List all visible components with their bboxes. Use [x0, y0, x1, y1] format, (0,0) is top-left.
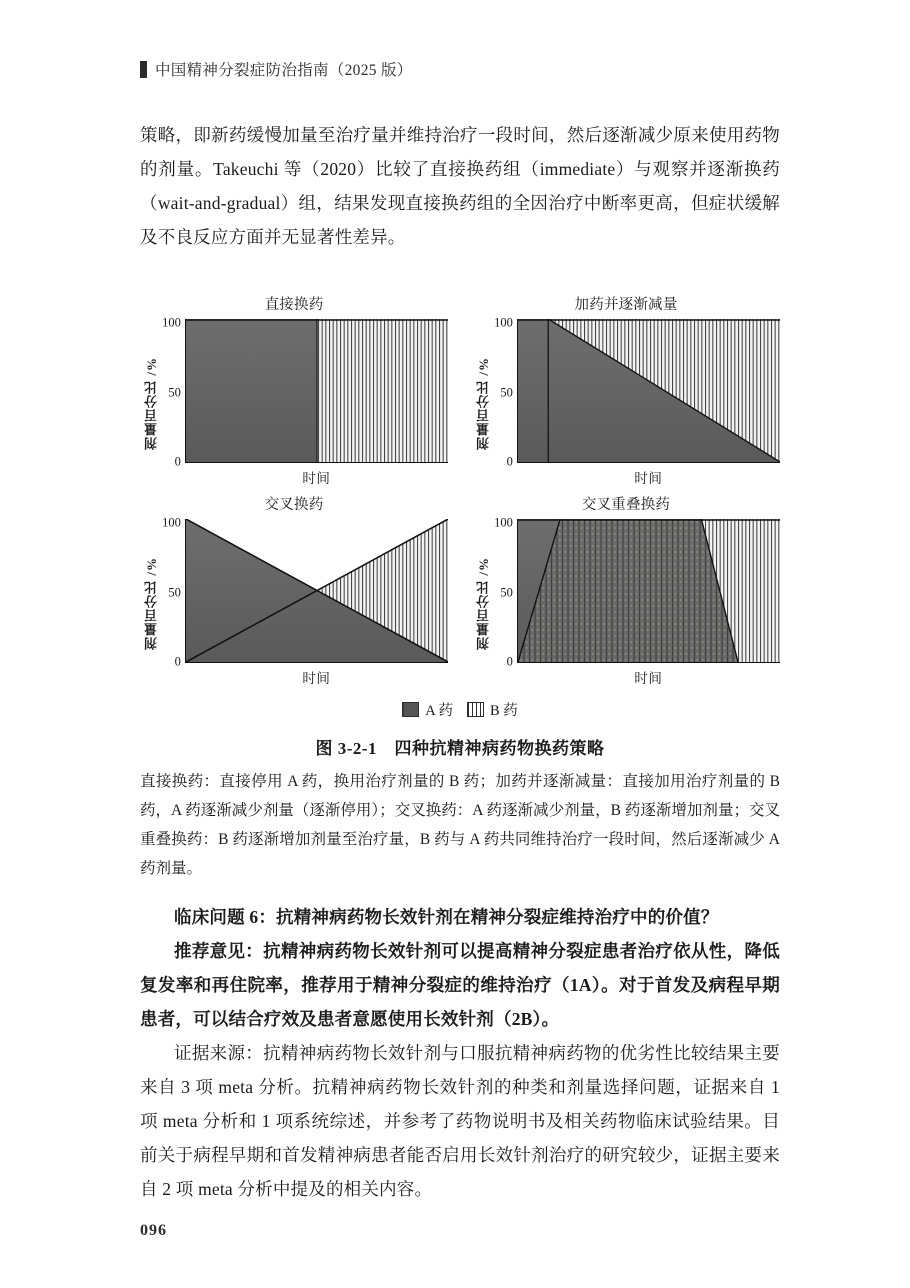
figure-caption: 图 3-2-1 四种抗精神病药物换药策略 — [315, 739, 605, 758]
plot-wrapper — [185, 519, 448, 687]
y-axis-label: 剂量百分比 /% — [476, 356, 491, 450]
clinical-question-section — [140, 900, 780, 1206]
chart-cross-overlap — [472, 493, 780, 687]
figure-3-2-1 — [140, 293, 780, 883]
x-axis-label: 时间 — [302, 471, 331, 486]
recommendation-text: 推荐意见：抗精神病药物长效针剂可以提高精神分裂症患者治疗依从性，降低复发率和再住院率，推荐用于精神分裂症的维持治疗（1A）。对于首发及病程早期患者，可以结合疗效及患者意愿使用长效针剂（2B）。 — [140, 941, 780, 1029]
chart-title: 交叉重叠换药 — [581, 497, 671, 513]
legend-swatch-drug-b-icon — [467, 702, 484, 717]
chart-svg — [186, 319, 448, 462]
chart-add-then-taper — [472, 293, 780, 487]
y-axis-label: 剂量百分比 /% — [144, 556, 159, 650]
body-text — [140, 118, 780, 254]
chart-title: 交叉换药 — [264, 497, 324, 513]
legend-item-a — [402, 699, 453, 720]
running-head-marker — [140, 61, 147, 78]
y-tick-0: 0 — [506, 654, 513, 669]
x-axis-label: 时间 — [302, 671, 331, 686]
plot-area — [517, 519, 780, 663]
legend-label-b: B 药 — [490, 703, 518, 719]
y-tick-50: 50 — [168, 585, 181, 600]
y-axis-label: 剂量百分比 /% — [144, 356, 159, 450]
y-axis-label: 剂量百分比 /% — [476, 556, 491, 650]
chart-svg — [518, 519, 780, 662]
y-tick-100: 100 — [494, 515, 513, 530]
chart-svg — [186, 519, 448, 662]
chart-immediate-switch — [140, 293, 448, 487]
y-tick-0: 0 — [174, 454, 181, 469]
legend-item-b — [467, 699, 518, 720]
running-head-text: 中国精神分裂症防治指南（2025 版） — [155, 62, 413, 79]
legend-label-a: A 药 — [425, 703, 453, 719]
plot-wrapper — [517, 319, 780, 487]
y-axis-ticks — [493, 515, 517, 687]
page-number: 096 — [140, 1222, 167, 1239]
plot-area — [185, 319, 448, 463]
running-head — [140, 58, 413, 80]
chart-grid — [140, 293, 780, 687]
chart-title: 加药并逐渐减量 — [574, 297, 678, 313]
chart-body — [472, 515, 780, 687]
y-tick-100: 100 — [162, 315, 181, 330]
plot-area — [185, 519, 448, 663]
figure-note: 直接换药：直接停用 A 药，换用治疗剂量的 B 药；加药并逐渐减量：直接加用治疗剂量的 B 药，A 药逐渐减少剂量（逐渐停用）；交叉换药：A 药逐渐减少剂量，B 药逐渐增加剂量；交叉重叠换药：B 药逐渐增加剂量至治疗量，B 药与 A 药共同维持治疗一段时间，然后逐渐减少 A 药剂量。 — [140, 773, 780, 877]
y-tick-50: 50 — [168, 385, 181, 400]
y-axis-ticks — [161, 315, 185, 487]
chart-cross-taper — [140, 493, 448, 687]
paragraph-continuation: 策略，即新药缓慢加量至治疗量并维持治疗一段时间，然后逐渐减少原来使用药物的剂量。Takeuchi 等（2020）比较了直接换药组（immediate）与观察并逐渐换药（wait-and-gradual）组，结果发现直接换药组的全因治疗中断率更高，但症状缓解及不良反应方面并无显著性差异。 — [140, 125, 780, 247]
y-tick-50: 50 — [500, 385, 513, 400]
plot-wrapper — [185, 319, 448, 487]
plot-wrapper — [517, 519, 780, 687]
y-tick-0: 0 — [506, 454, 513, 469]
y-tick-100: 100 — [162, 515, 181, 530]
figure-legend — [140, 699, 780, 720]
chart-body — [472, 315, 780, 487]
legend-swatch-drug-a-icon — [402, 702, 419, 717]
y-tick-100: 100 — [494, 315, 513, 330]
chart-title: 直接换药 — [264, 297, 324, 313]
y-tick-0: 0 — [174, 654, 181, 669]
chart-svg — [518, 319, 780, 462]
clinical-question-heading: 临床问题 6：抗精神病药物长效针剂在精神分裂症维持治疗中的价值？ — [174, 907, 719, 927]
y-axis-ticks — [161, 515, 185, 687]
chart-body — [140, 515, 448, 687]
evidence-source-text: 证据来源：抗精神病药物长效针剂与口服抗精神病药物的优劣性比较结果主要来自 3 项 meta 分析。抗精神病药物长效针剂的种类和剂量选择问题，证据来自 1 项 meta 分析和 1 项系统综述，并参考了药物说明书及相关药物临床试验结果。目前关于病程早期和首发精神病患者能否启用长效针剂治疗的研究较少，证据主要来自 2 项 meta 分析中提及的相关内容。 — [140, 1043, 780, 1199]
plot-area — [517, 319, 780, 463]
y-axis-ticks — [493, 315, 517, 487]
chart-body — [140, 315, 448, 487]
x-axis-label: 时间 — [634, 671, 663, 686]
x-axis-label: 时间 — [634, 471, 663, 486]
y-tick-50: 50 — [500, 585, 513, 600]
